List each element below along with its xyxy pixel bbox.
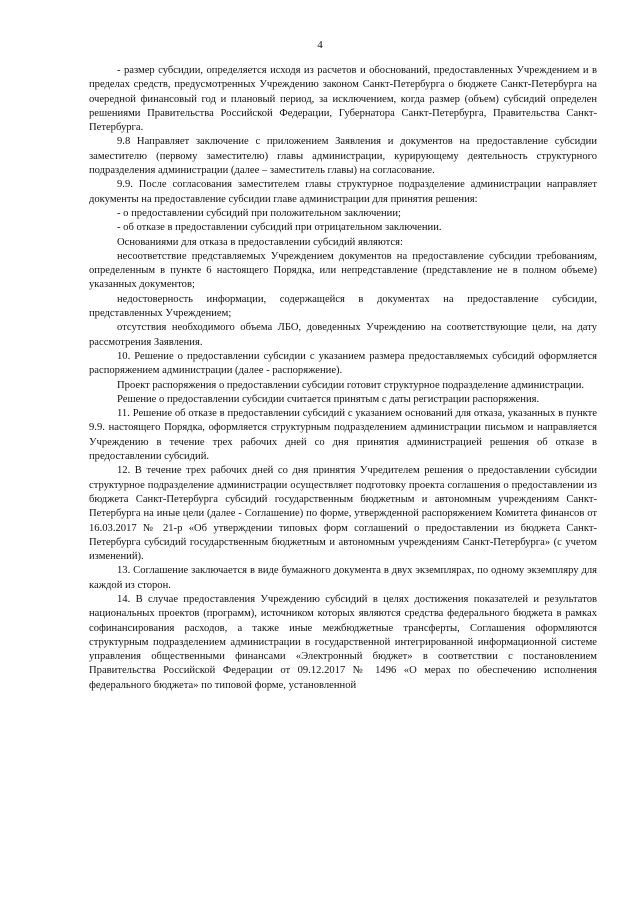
- paragraph-9-9: 9.9. После согласования заместителем главы структурное подразделение администрации направляет документы на предоставление субсидии главе администрации для принятия решения:: [89, 179, 597, 205]
- paragraph-refusal-grounds: Основаниями для отказа в предоставлении субсидий являются:: [117, 236, 403, 248]
- paragraph-13: 13. Соглашение заключается в виде бумажного документа в двух экземплярах, по одному экземпляру для каждой из сторон.: [89, 565, 597, 591]
- paragraph-decision-date: Решение о предоставлении субсидии считается принятым с даты регистрации распоряжения.: [117, 393, 540, 405]
- page-number: 4: [317, 39, 323, 51]
- paragraph-unreliable-info: недостоверность информации, содержащейся в документах на предоставление субсидии, представленных Учреждением;: [89, 293, 597, 320]
- document-body: [89, 64, 597, 693]
- paragraph-positive-decision: - о предоставлении субсидий при положительном заключении;: [117, 207, 401, 219]
- paragraph-12: 12. В течение трех рабочих дней со дня принятия Учредителем решения о предоставлении субсидии структурное подразделение администрации осуществляет подготовку проекта соглашения о предоставлении из бюджета Санкт-Петербурга субсидий государственным бюджетным и автономным учреждениям Санкт-Петербурга на иные цели (далее - Соглашение) по форме, утвержденной распоряжением Комитета финансов от 16.03.2017 № 21-р «Об утверждении типовых форм соглашений о предоставлении из бюджета Санкт-Петербурга субсидий государственным бюджетным и автономным учреждениям Санкт-Петербурга» (с учетом изменений).: [89, 465, 597, 563]
- paragraph-lbo-absence: отсутствия необходимого объема ЛБО, доведенных Учреждению на соответствующие цели, на дату рассмотрения Заявления.: [89, 322, 597, 348]
- paragraph-14: 14. В случае предоставления Учреждению субсидий в целях достижения показателей и результатов национальных проектов (программ), источником которых являются средства федерального бюджета в рамках софинансирования расходов, а также иные межбюджетные трансферты, Соглашения оформляются структурным подразделением администрации в государственной интегрированной информационной системе управления общественными финансами «Электронный бюджет» в соответствии с постановлением Правительства Российской Федерации от 09.12.2017 № 1496 «О мерах по обеспечению исполнения федерального бюджета» по типовой форме, установленной: [89, 593, 597, 691]
- paragraph-10: 10. Решение о предоставлении субсидии с указанием размера предоставляемых субсидий оформляется распоряжением администрации (далее - распоряжение).: [89, 350, 597, 377]
- paragraph-subsidy-size: - размер субсидии, определяется исходя из расчетов и обоснований, предоставленных Учреждением и в пределах средств, предусмотренных Учреждению законом Санкт-Петербурга о бюджете Санкт-Петербурга на очередной финансовый год и плановый период, за исключением, когда размер (объем) субсидий определен решениями Правительства Российской Федерации, Губернатора Санкт-Петербурга, Правительства Санкт-Петербурга.: [89, 65, 597, 134]
- paragraph-11: 11. Решение об отказе в предоставлении субсидий с указанием оснований для отказа, указанных в пункте 9.9. настоящего Порядка, оформляется структурным подразделением администрации письмом и направляется Учреждению в течение трех рабочих дней со дня принятия администрацией решения об отказе в предоставлении субсидий.: [89, 408, 597, 463]
- paragraph-nonconformity: несоответствие представляемых Учреждением документов на предоставление субсидии требованиям, определенным в пункте 6 настоящего Порядка, или непредставление (представление не в полном объеме) указанных документов;: [89, 250, 597, 291]
- paragraph-9-8: 9.8 Направляет заключение с приложением Заявления и документов на предоставление субсидии заместителю (первому заместителю) главы администрации, курирующему деятельность структурного подразделения администрации (далее – заместитель главы) на согласование.: [89, 136, 597, 177]
- paragraph-negative-decision: - об отказе в предоставлении субсидий при отрицательном заключении.: [117, 222, 442, 234]
- paragraph-draft-order: Проект распоряжения о предоставлении субсидии готовит структурное подразделение администрации.: [117, 379, 585, 391]
